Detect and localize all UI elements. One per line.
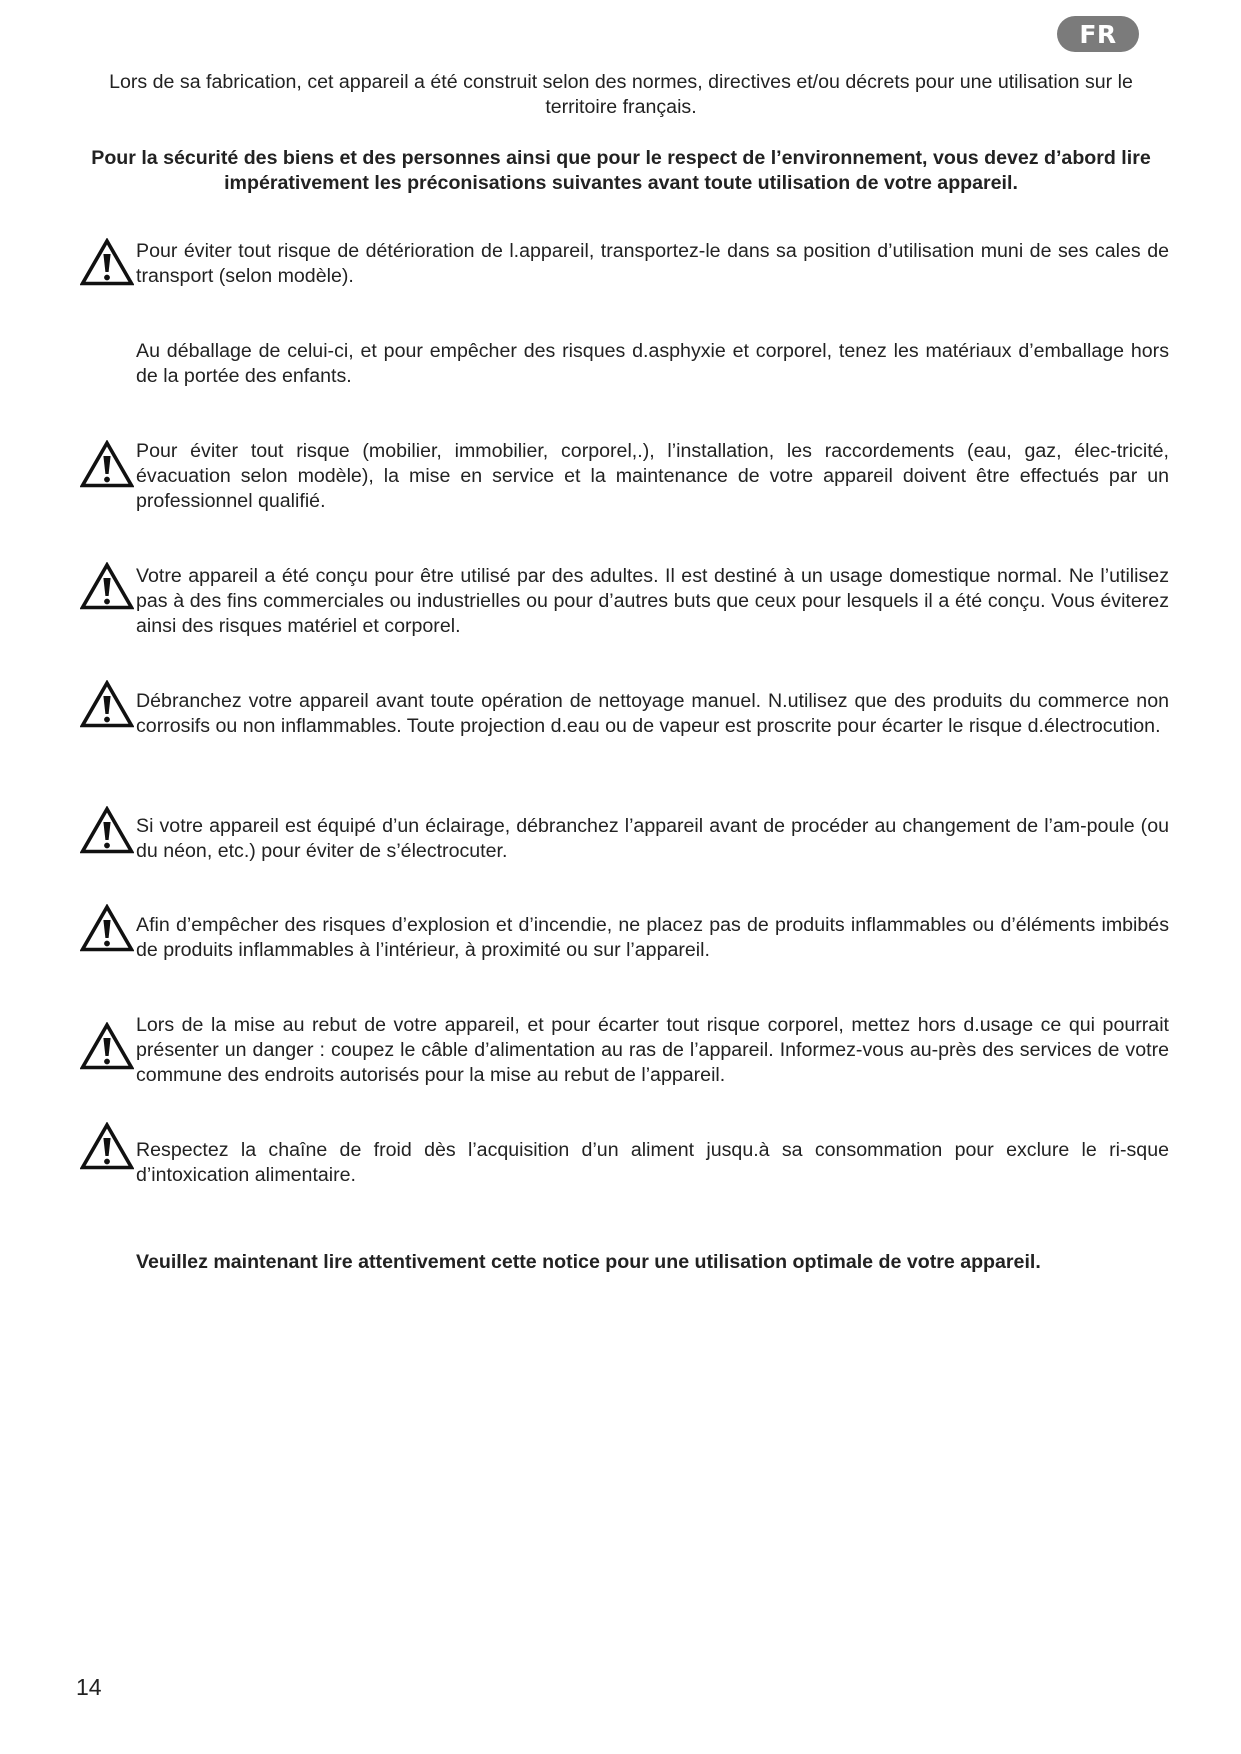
- warning-triangle-icon: [80, 440, 134, 488]
- warning-text: Pour éviter tout risque de détérioration de l.appareil, transportez-le dans sa position d’utilisation muni de ses cales de transport (selon modèle).: [136, 240, 1169, 287]
- warning-triangle-icon: [80, 1122, 134, 1170]
- warning-triangle-icon: [80, 1022, 134, 1070]
- warning-triangle-icon: [80, 680, 134, 728]
- warning-triangle-icon: [80, 904, 134, 952]
- page-number: 14: [76, 1674, 102, 1700]
- warning-text: Respectez la chaîne de froid dès l’acquisition d’un aliment jusqu.à sa consommation pour exclure le ri-sque d’intoxication alimentaire.: [136, 1139, 1169, 1186]
- warning-text: Votre appareil a été conçu pour être utilisé par des adultes. Il est destiné à un usage domestique normal. Ne l’utilisez pas à des fins commerciales ou industrielles ou pour d’autres buts que ceux pour lesquels il a été conçu. Vous éviterez ainsi des risques matériel et corporel.: [136, 565, 1169, 637]
- language-badge: FR: [1057, 16, 1139, 52]
- warning-text: Afin d’empêcher des risques d’explosion et d’incendie, ne placez pas de produits inflammables ou d’éléments imbibés de produits inflammables à l’intérieur, à proximité ou sur l’appareil.: [136, 914, 1169, 961]
- warning-text: Débranchez votre appareil avant toute opération de nettoyage manuel. N.utilisez que des produits du commerce non corrosifs ou non inflammables. Toute projection d.eau ou de vapeur est proscrite pour écarter le risque d.électrocution.: [136, 690, 1169, 737]
- warning-text: Au déballage de celui-ci, et pour empêcher des risques d.asphyxie et corporel, tenez les matériaux d’emballage hors de la portée des enfants.: [136, 340, 1169, 387]
- warning-triangle-icon: [80, 806, 134, 854]
- intro-text: Lors de sa fabrication, cet appareil a été construit selon des normes, directives et/ou décrets pour une utilisation sur le territoire français.: [109, 71, 1133, 118]
- warning-triangle-icon: [80, 238, 134, 286]
- warning-triangle-icon: [80, 562, 134, 610]
- warning-text: Lors de la mise au rebut de votre appareil, et pour écarter tout risque corporel, mettez hors d.usage ce qui pourrait présenter un danger : coupez le câble d’alimentation au ras de l’appareil. Informez-vous au-près des services de votre commune des endroits autorisés pour la mise au rebut de l’appareil.: [136, 1014, 1169, 1086]
- warning-text: Pour éviter tout risque (mobilier, immobilier, corporel,.), l’installation, les raccordements (eau, gaz, élec-tricité, évacuation selon modèle), la mise en service et la maintenance de votre appareil doivent être effectués par un professionnel qualifié.: [136, 440, 1169, 512]
- closing-text: Veuillez maintenant lire attentivement cette notice pour une utilisation optimale de votre appareil.: [136, 1251, 1041, 1273]
- safety-lead-text: Pour la sécurité des biens et des personnes ainsi que pour le respect de l’environnement, vous devez d’abord lire impérativement les préconisations suivantes avant toute utilisation de votre appareil.: [91, 147, 1151, 194]
- warning-text: Si votre appareil est équipé d’un éclairage, débranchez l’appareil avant de procéder au changement de l’am-poule (ou du néon, etc.) pour éviter de s’électrocuter.: [136, 815, 1169, 862]
